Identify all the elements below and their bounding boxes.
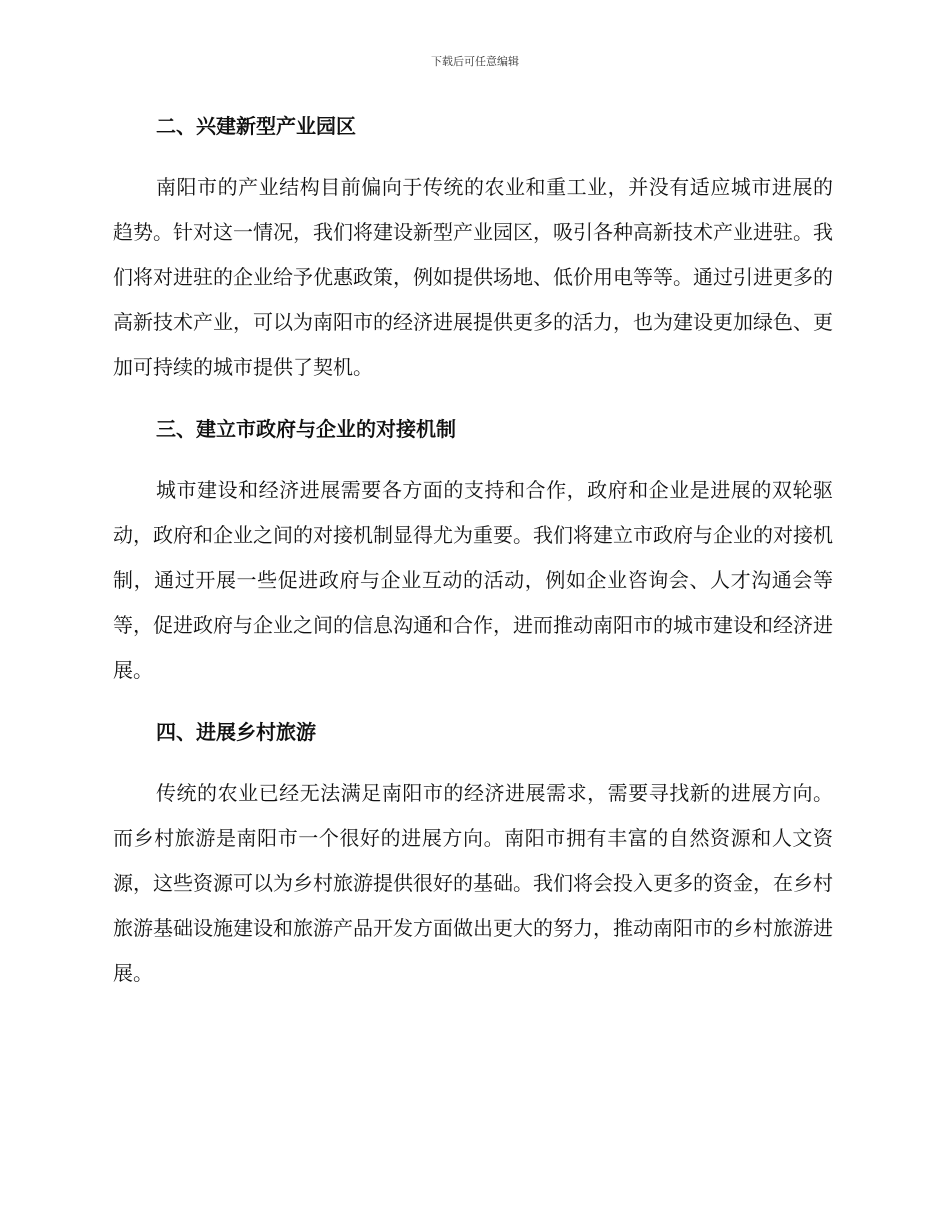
section-heading: 二、兴建新型产业园区: [156, 114, 356, 138]
section-heading: 四、进展乡村旅游: [156, 720, 316, 744]
section-heading: 三、建立市政府与企业的对接机制: [156, 417, 456, 441]
section-paragraph: 南阳市的产业结构目前偏向于传统的农业和重工业，并没有适应城市进展的趋势。针对这一情况，我们将建设新型产业园区，吸引各种高新技术产业进驻。我们将对进驻的企业给予优惠政策，例如提供场地、低价用电等等。通过引进更多的高新技术产业，可以为南阳市的经济进展提供更多的活力，也为建设更加绿色、更加可持续的城市提供了契机。: [113, 175, 833, 379]
document-body: [113, 111, 833, 1020]
page-header: 下载后可任意编辑: [431, 55, 519, 68]
section-paragraph: 城市建设和经济进展需要各方面的支持和合作，政府和企业是进展的双轮驱动，政府和企业之间的对接机制显得尤为重要。我们将建立市政府与企业的对接机制，通过开展一些促进政府与企业互动的活动，例如企业咨询会、人才沟通会等等，促进政府与企业之间的信息沟通和合作，进而推动南阳市的城市建设和经济进展。: [113, 478, 833, 682]
section-paragraph: 传统的农业已经无法满足南阳市的经济进展需求，需要寻找新的进展方向。而乡村旅游是南阳市一个很好的进展方向。南阳市拥有丰富的自然资源和人文资源，这些资源可以为乡村旅游提供很好的基础。我们将会投入更多的资金，在乡村旅游基础设施建设和旅游产品开发方面做出更大的努力，推动南阳市的乡村旅游进展。: [113, 781, 833, 985]
